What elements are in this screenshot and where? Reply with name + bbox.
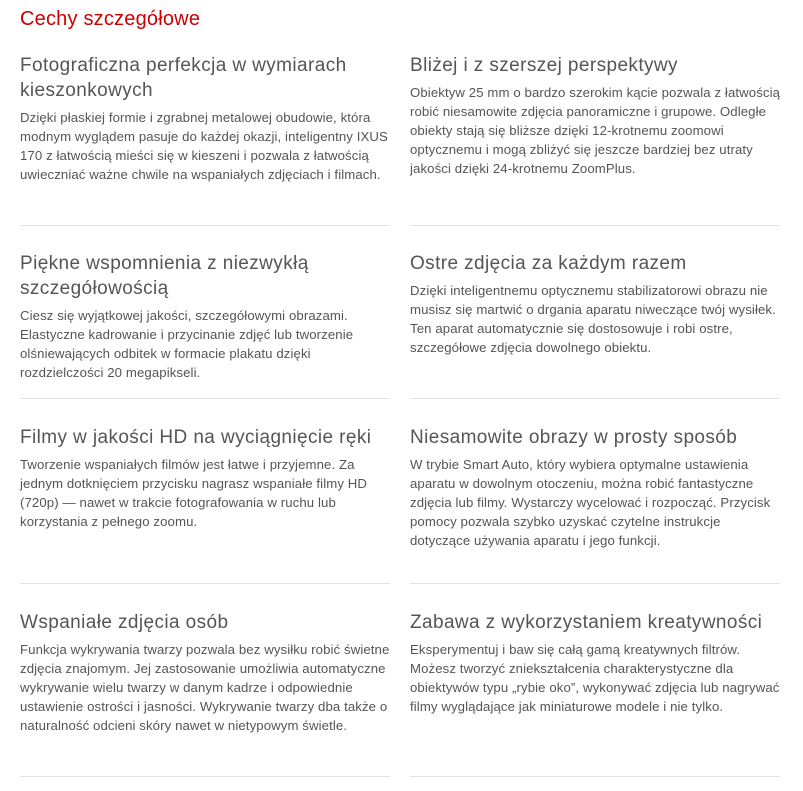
feature-card xyxy=(410,610,784,716)
feature-title: Ostre zdjęcia za każdym razem xyxy=(410,253,687,274)
feature-description: Eksperymentuj i baw się całą gamą kreatywnych filtrów. Możesz tworzyć zniekształcenia charakterystyczne dla obiektywów typu „rybie oko”, wykonywać zdjęcia lub nagrywać filmy wyglądające jak miniaturowe modele i nie tylko. xyxy=(410,642,780,714)
divider xyxy=(410,583,780,584)
feature-title: Bliżej i z szerszej perspektywy xyxy=(410,55,678,76)
feature-card xyxy=(410,53,784,178)
divider xyxy=(20,225,390,226)
feature-description: Tworzenie wspaniałych filmów jest łatwe i przyjemne. Za jednym dotknięciem przycisku nagrasz wspaniałe filmy HD (720p) — nawet w trakcie fotografowania w ruchu lub korzystania z pełnego zoomu. xyxy=(20,457,368,529)
feature-card xyxy=(410,251,784,357)
feature-card xyxy=(20,425,390,531)
divider xyxy=(20,583,390,584)
divider xyxy=(20,776,390,777)
feature-card xyxy=(20,251,390,382)
feature-title: Wspaniałe zdjęcia osób xyxy=(20,612,229,633)
feature-title: Niesamowite obrazy w prosty sposób xyxy=(410,427,738,448)
feature-title: Fotograficzna perfekcja w wymiarach kieszonkowych xyxy=(20,55,347,101)
feature-card xyxy=(20,53,390,184)
feature-description: Dzięki płaskiej formie i zgrabnej metalowej obudowie, która modnym wyglądem pasuje do każdej okazji, inteligentny IXUS 170 z łatwością mieści się w kieszeni i pozwala z łatwością uwieczniać ważne chwile na wspaniałych zdjęciach i filmach. xyxy=(20,110,388,182)
divider xyxy=(410,776,780,777)
feature-description: Funkcja wykrywania twarzy pozwala bez wysiłku robić świetne zdjęcia znajomym. Jej zastosowanie umożliwia automatyczne wykrywanie wielu twarzy w danym kadrze i odpowiednie ustawienie ostrości i jasności. Wykrywanie twarzy dba także o naturalność odcieni skóry nawet w nietypowym świetle. xyxy=(20,642,390,733)
feature-title: Zabawa z wykorzystaniem kreatywności xyxy=(410,612,763,633)
feature-title: Piękne wspomnienia z niezwykłą szczegółowością xyxy=(20,253,309,299)
feature-description: W trybie Smart Auto, który wybiera optymalne ustawienia aparatu w dowolnym otoczeniu, można robić fantastyczne zdjęcia lub filmy. Wystarczy wycelować i rozpocząć. Przycisk pomocy pozwala szybko uzyskać czytelne instrukcje dotyczące używania aparatu i jego funkcji. xyxy=(410,457,771,548)
divider xyxy=(20,398,390,399)
feature-title: Filmy w jakości HD na wyciągnięcie ręki xyxy=(20,427,372,448)
section-title: Cechy szczegółowe xyxy=(20,8,201,30)
divider xyxy=(410,398,780,399)
feature-card xyxy=(410,425,784,550)
feature-description: Ciesz się wyjątkowej jakości, szczegółowymi obrazami. Elastyczne kadrowanie i przycinanie zdjęć lub tworzenie olśniewających odbitek w formacie plakatu dzięki rozdzielczości 20 megapikseli. xyxy=(20,308,354,380)
feature-description: Dzięki inteligentnemu optycznemu stabilizatorowi obrazu nie musisz się martwić o drgania aparatu niweczące twój wysiłek. Ten aparat automatycznie się dostosowuje i robi ostre, szczegółowe zdjęcia dowolnego obiektu. xyxy=(410,283,776,355)
divider xyxy=(410,225,780,226)
feature-description: Obiektyw 25 mm o bardzo szerokim kącie pozwala z łatwością robić niesamowite zdjęcia panoramiczne i grupowe. Odległe obiekty stają się bliższe dzięki 12-krotnemu zoomowi optycznemu i mogą zbliżyć się jeszcze bardziej bez utraty jakości dzięki 24-krotnemu ZoomPlus. xyxy=(410,85,781,176)
feature-card xyxy=(20,610,390,735)
